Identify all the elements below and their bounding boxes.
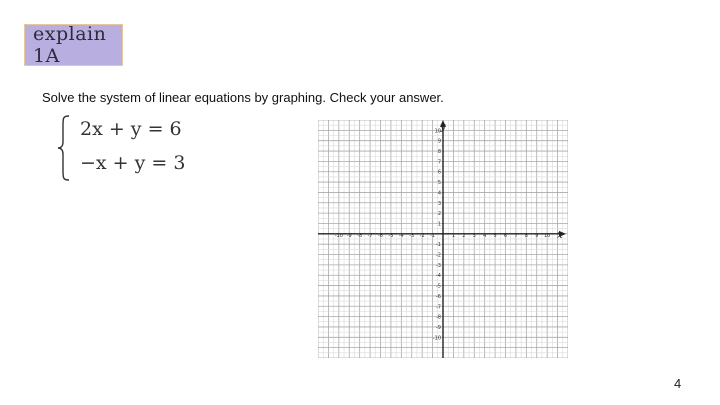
x-tick-label: 4 xyxy=(483,232,487,239)
x-tick-label: -10 xyxy=(334,232,343,239)
coordinate-grid-svg xyxy=(318,120,568,358)
x-tick-label: -8 xyxy=(357,232,363,239)
y-tick-label: -6 xyxy=(436,293,441,300)
equation-system xyxy=(56,114,216,182)
y-tick-label: 5 xyxy=(437,180,441,187)
y-tick-label: 7 xyxy=(437,159,441,166)
x-tick-label: 10 xyxy=(543,232,551,239)
y-tick-label: 10 xyxy=(434,128,441,135)
equation-2: −x + y = 3 xyxy=(80,152,186,174)
x-tick-label: 3 xyxy=(472,232,476,239)
instruction-text: Solve the system of linear equations by graphing. Check your answer. xyxy=(42,90,444,105)
x-tick-label: 9 xyxy=(535,232,539,239)
x-tick-label: 1 xyxy=(451,232,456,239)
x-tick-label: 2 xyxy=(462,232,466,239)
y-axis-label: y xyxy=(440,122,446,133)
x-tick-label: -6 xyxy=(378,232,383,239)
equation-1: 2x + y = 6 xyxy=(80,118,182,140)
x-tick-label: 7 xyxy=(514,232,518,239)
x-axis-label: x xyxy=(557,229,563,241)
y-tick-label: 4 xyxy=(437,190,441,197)
y-tick-label: 1 xyxy=(437,221,441,228)
x-tick-label: 5 xyxy=(493,232,497,239)
y-tick-label: -4 xyxy=(436,273,441,280)
slide-title: explain 1A xyxy=(33,23,107,67)
y-tick-label: 6 xyxy=(437,169,441,176)
x-tick-label: -5 xyxy=(388,232,394,239)
y-tick-label: -7 xyxy=(436,304,441,311)
x-tick-label: 8 xyxy=(524,232,528,239)
coordinate-grid xyxy=(318,120,568,358)
y-tick-label: -3 xyxy=(436,262,441,269)
y-tick-label: -8 xyxy=(436,314,441,321)
y-tick-label: -10 xyxy=(432,335,441,342)
x-tick-label: -7 xyxy=(367,232,373,239)
y-tick-label: 3 xyxy=(437,200,441,207)
slide-title-box xyxy=(24,24,123,66)
left-brace-icon xyxy=(56,114,72,182)
x-tick-label: 6 xyxy=(503,232,508,239)
y-tick-label: -5 xyxy=(436,283,441,290)
y-tick-label: -2 xyxy=(436,252,441,259)
x-tick-label: -4 xyxy=(398,232,404,239)
x-tick-label: -1 xyxy=(430,232,436,239)
x-tick-label: -2 xyxy=(419,232,425,239)
page-number: 4 xyxy=(674,376,682,391)
x-tick-label: -3 xyxy=(409,232,415,239)
y-tick-label: -1 xyxy=(436,242,441,249)
x-tick-label: -9 xyxy=(346,232,352,239)
y-tick-label: 9 xyxy=(437,138,441,145)
y-tick-label: 2 xyxy=(437,211,441,218)
y-tick-label: -9 xyxy=(436,324,441,331)
y-tick-label: 8 xyxy=(437,149,441,156)
